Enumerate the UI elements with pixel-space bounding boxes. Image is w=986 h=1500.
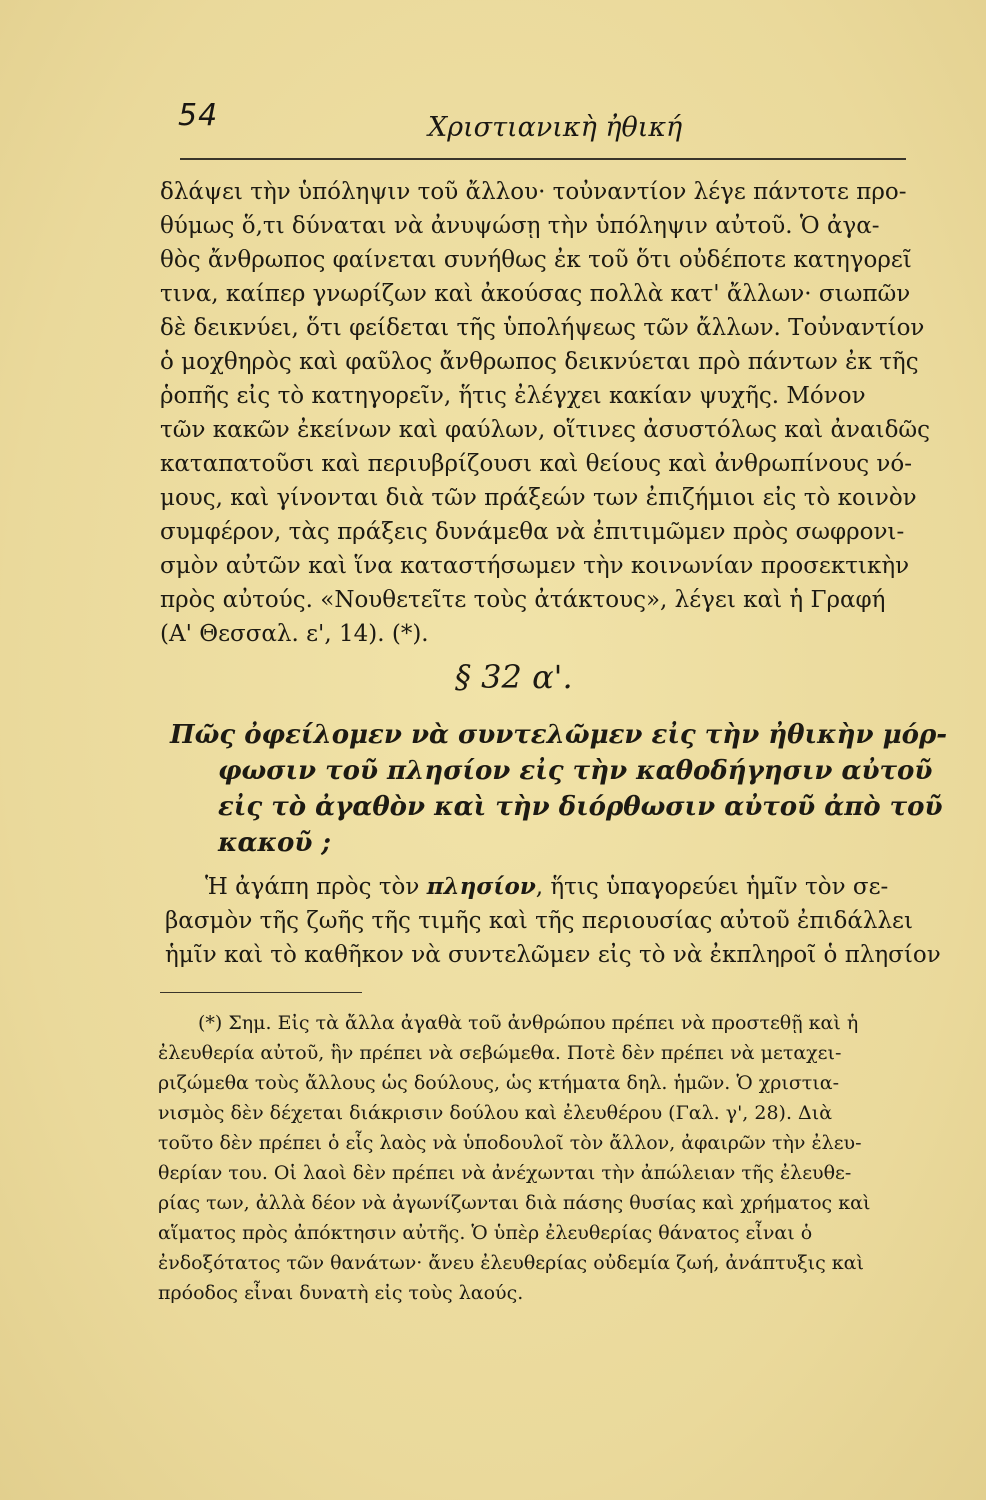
footnote-line: πρόοδος εἶναι δυνατὴ εἰς τοὺς λαούς. [158, 1282, 524, 1304]
text-line: ῥοπῆς εἰς τὸ κατηγορεῖν, ἥτις ἐλέγχει κακίαν ψυχῆς. Μόνον [160, 383, 866, 409]
section-title [170, 717, 948, 861]
paragraph-text: Ἡ ἀγάπη πρὸς τὸν [205, 874, 427, 900]
text-line: συμφέρον, τὰς πράξεις δυνάμεθα νὰ ἐπιτιμῶμεν πρὸς σωφρονι- [160, 519, 905, 545]
text-line: δλάψει τὴν ὑπόληψιν τοῦ ἄλλου· τοὐναντίον λέγε πάντοτε προ- [160, 179, 907, 205]
page-number: 54 [178, 98, 219, 133]
title-line: κακοῦ ; [218, 828, 332, 858]
text-line: καταπατοῦσι καὶ περιυβρίζουσι καὶ θείους καὶ ἀνθρωπίνους νό- [160, 451, 912, 477]
footnote-line: θερίαν του. Οἱ λαοὶ δὲν πρέπει νὰ ἀνέχωνται τὴν ἀπώλειαν τῆς ἐλευθε- [158, 1162, 852, 1184]
footnote-line: ἐνδοξότατος τῶν θανάτων· ἄνευ ἐλευθερίας οὐδεμία ζωή, ἀνάπτυξις καὶ [158, 1252, 864, 1274]
title-line: φωσιν τοῦ πλησίον εἰς τὴν καθοδήγησιν αὐτοῦ [218, 756, 933, 786]
footnote-line: νισμὸς δὲν δέχεται διάκρισιν δούλου καὶ ἐλευθέρου (Γαλ. γ', 28). Διὰ [158, 1102, 833, 1124]
paragraph-text: , ἥτις ὑπαγορεύει ἡμῖν τὸν σε- [535, 874, 889, 900]
text-line: πρὸς αὐτούς. «Νουθετεῖτε τοὺς ἀτάκτους», λέγει καὶ ἡ Γραφή [160, 587, 886, 613]
section-number: § 32 α'. [455, 658, 573, 696]
paragraph-line: ἡμῖν καὶ τὸ καθῆκον νὰ συντελῶμεν εἰς τὸ νὰ ἐκπληροῖ ὁ πλησίον [165, 942, 941, 968]
text-line: θύμως ὅ,τι δύναται νὰ ἀνυψώσῃ τὴν ὑπόληψιν αὐτοῦ. Ὁ ἀγα- [160, 213, 880, 239]
text-line: θὸς ἄνθρωπος φαίνεται συνήθως ἐκ τοῦ ὅτι οὐδέποτε κατηγορεῖ [160, 247, 912, 273]
text-line: τινα, καίπερ γνωρίζων καὶ ἀκούσας πολλὰ κατ' ἄλλων· σιωπῶν [160, 281, 911, 307]
text-line: ὁ μοχθηρὸς καὶ φαῦλος ἄνθρωπος δεικνύεται πρὸ πάντων ἐκ τῆς [160, 349, 919, 375]
text-line: (Α' Θεσσαλ. ε', 14). (*). [160, 621, 429, 647]
footnote-line: ρίας των, ἀλλὰ δέον νὰ ἀγωνίζωνται διὰ πάσης θυσίας καὶ χρήματος καὶ [158, 1192, 871, 1214]
footnote-line: ριζώμεθα τοὺς ἄλλους ὡς δούλους, ὡς κτήματα δηλ. ἡμῶν. Ὁ χριστια- [158, 1072, 840, 1094]
text-line: τῶν κακῶν ἐκείνων καὶ φαύλων, οἵτινες ἀσυστόλως καὶ ἀναιδῶς [160, 417, 931, 443]
header-rule [180, 158, 906, 160]
emphasized-word: πλησίον [426, 873, 536, 900]
footnote-line: ἐλευθερία αὐτοῦ, ἣν πρέπει νὰ σεβώμεθα. Ποτὲ δὲν πρέπει νὰ μεταχει- [158, 1042, 842, 1064]
footnote-line: τοῦτο δὲν πρέπει ὁ εἷς λαὸς νὰ ὑποδουλοῖ τὸν ἄλλον, ἀφαιρῶν τὴν ἐλευ- [158, 1132, 862, 1154]
footnote-line: αἵματος πρὸς ἀπόκτησιν αὐτῆς. Ὁ ὑπὲρ ἐλευθερίας θάνατος εἶναι ὁ [158, 1222, 813, 1244]
title-line: Πῶς ὀφείλομεν νὰ συντελῶμεν εἰς τὴν ἠθικὴν μόρ- [170, 720, 948, 750]
body-text [160, 175, 931, 651]
title-line: εἰς τὸ ἀγαθὸν καὶ τὴν διόρθωσιν αὐτοῦ ἀπὸ τοῦ [218, 792, 943, 822]
text-line: σμὸν αὐτῶν καὶ ἵνα καταστήσωμεν τὴν κοινωνίαν προσεκτικὴν [160, 553, 910, 579]
paragraph [165, 870, 941, 972]
paragraph-line: βασμὸν τῆς ζωῆς τῆς τιμῆς καὶ τῆς περιουσίας αὐτοῦ ἐπιδάλλει [165, 908, 913, 934]
text-line: δὲ δεικνύει, ὅτι φείδεται τῆς ὑπολήψεως τῶν ἄλλων. Τοὐναντίον [160, 315, 925, 341]
text-line: μους, καὶ γίνονται διὰ τῶν πράξεών των ἐπιζήμιοι εἰς τὸ κοινὸν [160, 485, 917, 511]
footnote [158, 1008, 918, 1308]
running-title: Χριστιανικὴ ἠθική [428, 112, 683, 143]
footnote-rule [160, 992, 362, 993]
footnote-line: (*) Σημ. Εἰς τὰ ἄλλα ἀγαθὰ τοῦ ἀνθρώπου πρέπει νὰ προστεθῇ καὶ ἡ [198, 1012, 859, 1034]
paragraph-line [165, 870, 905, 904]
